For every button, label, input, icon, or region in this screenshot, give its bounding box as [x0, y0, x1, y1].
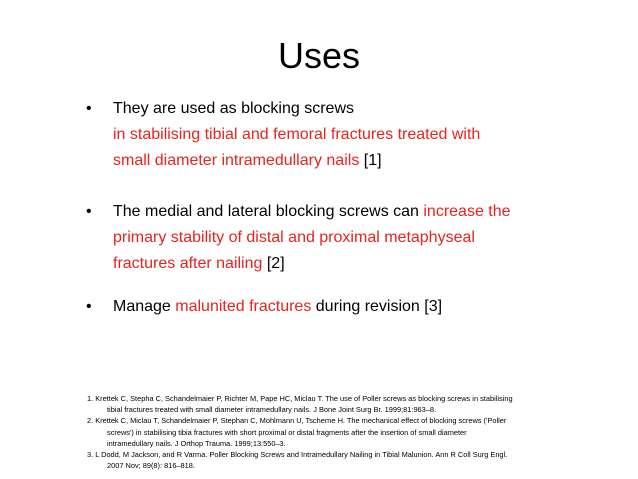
reference-line: 2. Krettek C, Miclau T, Schandelmaier P, Stephan C, Mohlmann U, Tscherne H. The mechanical effect of blocking screws ('Poller: [87, 416, 507, 426]
highlight-text: fractures after nailing: [113, 255, 263, 272]
reference-item-2: [87, 415, 567, 449]
reference-line: 3. L Dodd, M Jackson, and R Varma. Poller Blocking Screws and Intramedullary Nailing in Tibial Malunion. Ann R Coll Surg Engl.: [87, 450, 508, 460]
bullet-dot: •: [86, 100, 92, 117]
bullet-item-2: [86, 199, 576, 279]
reference-line: screws') in stabilising tibia fractures with short proximal or distal fragments after the insertion of small diameter: [107, 427, 467, 437]
highlight-text: malunited fractures: [175, 298, 312, 315]
bullet-text: [113, 294, 583, 320]
bullet-dot: •: [86, 298, 92, 315]
bullet-line: [113, 225, 583, 251]
bullet-line: [113, 251, 583, 277]
text-run: The medial and lateral blocking screws can: [113, 203, 424, 220]
bullet-line: [113, 122, 583, 148]
bullet-text: [113, 199, 583, 277]
bullet-text: [113, 96, 583, 174]
bullet-line: [113, 294, 583, 320]
reference-line: intramedullary nails. J Orthop Trauma. 1999;13:550–3.: [107, 438, 286, 448]
highlight-text: in stabilising tibial and femoral fractures treated with: [113, 126, 481, 143]
bullet-line: [113, 148, 583, 174]
highlight-text: increase the: [423, 203, 511, 220]
text-run: They are used as blocking screws: [113, 100, 354, 117]
reference-line: 2007 Nov; 89(8): 816–818.: [107, 461, 195, 471]
bullet-line: [113, 96, 583, 122]
references-list: [87, 393, 567, 471]
bullet-item-1: [86, 96, 576, 176]
citation: [2]: [262, 255, 285, 272]
reference-item-3: [87, 449, 567, 471]
reference-line: 1. Krettek C, Stepha C, Schandelmaier P, Richter M, Pape HC, Miclau T. The use of Poller screws as blocking screws in stabilising: [87, 394, 513, 403]
bullet-dot: •: [86, 203, 92, 220]
slide-title: Uses: [277, 35, 361, 76]
reference-line: tibial fractures treated with small diameter intramedullary nails. J Bone Joint Surg Br. 1999;81:963–8.: [107, 405, 437, 415]
text-run: Manage: [113, 298, 176, 315]
bullet-line: [113, 199, 583, 225]
bullet-item-3: [86, 294, 576, 324]
highlight-text: small diameter intramedullary nails: [113, 152, 360, 169]
citation: [1]: [359, 152, 382, 169]
highlight-text: primary stability of distal and proximal metaphyseal: [113, 229, 475, 246]
text-run: during revision [3]: [311, 298, 443, 315]
reference-item-1: [87, 393, 567, 415]
